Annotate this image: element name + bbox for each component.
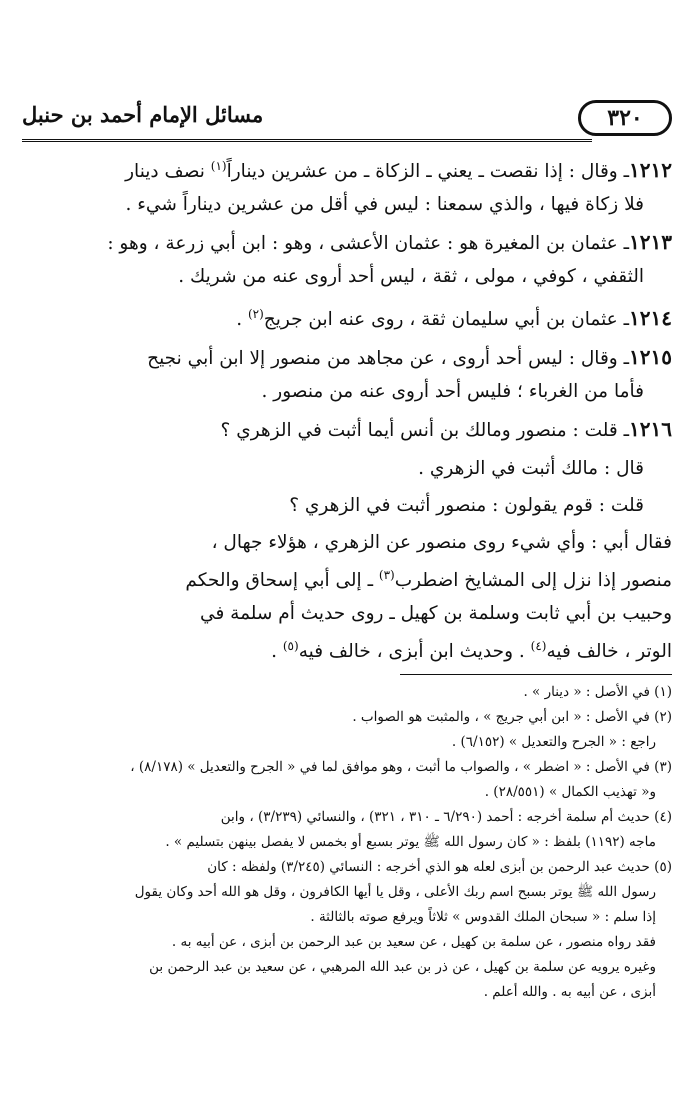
footnote-line: (٤) حديث أم سلمة أخرجه : أحمد (٦/٢٩٠ ـ ٣١٠ ، ٣٢١) ، والنسائي (٣/٢٣٩) ، وابن bbox=[220, 809, 672, 825]
entry-text: ـ عثمان بن أبي سليمان ثقة ، روى عنه ابن جريج bbox=[263, 309, 630, 331]
footnote-line: (٥) حديث عبد الرحمن بن أبزى لعله هو الذي أخرجه : النسائي (٣/٢٤٥) ولفظه : كان bbox=[207, 859, 672, 875]
footnote-ref: (١) bbox=[210, 159, 227, 173]
question-line: قلت : قوم يقولون : منصور أثبت في الزهري ؟ bbox=[289, 495, 644, 517]
footnote-ref: (٥) bbox=[282, 639, 299, 654]
footnote-line: فقد رواه منصور ، عن سلمة بن كهيل ، عن سعيد بن عبد الرحمن بن أبزى ، عن أبيه به . bbox=[171, 934, 656, 950]
entry-text: ـ وقال : إذا نقصت ـ يعني ـ الزكاة ـ من عشرين ديناراً bbox=[226, 161, 630, 183]
book-title: مسائل الإمام أحمد بن حنبل bbox=[22, 102, 264, 127]
footnote-line: أبزى ، عن أبيه به . والله أعلم . bbox=[483, 984, 656, 1000]
narration-line-4: الوتر ، خالف فيه bbox=[546, 641, 672, 663]
entry-1216 bbox=[22, 413, 672, 447]
entry-continuation: الثقفي ، كوفي ، مولى ، ثقة ، ليس أحد أروى عنه من شريك . bbox=[178, 266, 644, 288]
entry-1214 bbox=[22, 298, 672, 336]
header-rule bbox=[22, 139, 592, 142]
footnote-line: و« تهذيب الكمال » (٢٨/٥٥١) . bbox=[484, 784, 656, 800]
entry-text: ـ عثمان بن المغيرة هو : عثمان الأعشى ، وهو : ابن أبي زرعة ، وهو : bbox=[107, 233, 630, 255]
footnote-ref: (٣) bbox=[378, 568, 395, 583]
narration-line-2: منصور إذا نزل إلى المشايخ اضطرب bbox=[394, 570, 672, 592]
footnote-ref: (٢) bbox=[247, 307, 264, 322]
entry-text: ـ قلت : منصور ومالك بن أنس أيما أثبت في الزهري ؟ bbox=[220, 420, 630, 442]
entry-number: ١٢١٣ bbox=[629, 230, 672, 255]
answer-line: قال : مالك أثبت في الزهري . bbox=[418, 458, 644, 480]
footnote-line: راجع : « الجرح والتعديل » (٦/١٥٢) . bbox=[451, 734, 656, 750]
entry-text-continued: . bbox=[236, 309, 248, 331]
entry-continuation: فلا زكاة فيها ، والذي سمعنا : ليس في أقل من عشرين ديناراً شيء . bbox=[125, 194, 644, 216]
narration-line-2b: ـ إلى أبي إسحاق والحكم bbox=[185, 570, 379, 592]
footnotes bbox=[22, 680, 672, 1005]
entry-text: ـ وقال : ليس أحد أروى ، عن مجاهد من منصور إلا ابن أبي نجيح bbox=[147, 348, 630, 370]
page-number: ٣٢٠ bbox=[578, 100, 672, 136]
footnote-line: رسول الله ﷺ يوتر بسبح اسم ربك الأعلى ، وقل يا أيها الكافرون ، وقل هو الله أحد وكان يقول bbox=[134, 884, 656, 900]
footnote-ref: (٤) bbox=[530, 639, 547, 654]
main-text bbox=[22, 150, 672, 669]
entry-number: ١٢١٥ bbox=[629, 345, 672, 370]
narration-paragraph bbox=[22, 526, 672, 668]
footnote-line: وغيره يرويه عن سلمة بن كهيل ، عن ذر بن عبد الله المرهبي ، عن سعيد بن عبد الرحمن بن bbox=[149, 959, 656, 975]
entry-text-continued: نصف دينار bbox=[125, 161, 211, 183]
entry-1213 bbox=[22, 226, 672, 293]
entry-1212 bbox=[22, 150, 672, 221]
page-header bbox=[22, 96, 672, 142]
footnote-rule bbox=[400, 674, 672, 675]
narration-line-4b: . وحديث ابن أبزى ، خالف فيه bbox=[298, 641, 531, 663]
footnote-line: (١) في الأصل : « دينار » . bbox=[523, 684, 672, 700]
narration-line-1: فقال أبي : وأي شيء روى منصور عن الزهري ، هؤلاء جهال ، bbox=[211, 532, 672, 554]
entry-number: ١٢١٢ bbox=[629, 158, 672, 183]
footnote-line: (٢) في الأصل : « ابن أبي جريج » ، والمثبت هو الصواب . bbox=[352, 709, 672, 725]
footnote-line: (٣) في الأصل : « اضطر » ، والصواب ما أثبت ، وهو موافق لما في « الجرح والتعديل » (٨/١٧٨) ، bbox=[130, 759, 672, 775]
entry-continuation: فأما من الغرباء ؛ فليس أحد أروى عنه من منصور . bbox=[261, 381, 644, 403]
footnote-line: ماجه (١١٩٢) بلفظ : « كان رسول الله ﷺ يوتر بسبع أو بخمس لا يفصل بينهن بتسليم » . bbox=[165, 834, 656, 850]
entry-number: ١٢١٦ bbox=[629, 417, 672, 442]
entry-1215 bbox=[22, 341, 672, 408]
entry-number: ١٢١٤ bbox=[629, 306, 672, 331]
narration-line-3: وحبيب بن أبي ثابت وسلمة بن كهيل ـ روى حديث أم سلمة في bbox=[200, 603, 672, 625]
narration-line-4c: . bbox=[271, 641, 283, 663]
footnote-line: إذا سلم : « سبحان الملك القدوس » ثلاثاً ويرفع صوته بالثالثة . bbox=[310, 909, 656, 925]
